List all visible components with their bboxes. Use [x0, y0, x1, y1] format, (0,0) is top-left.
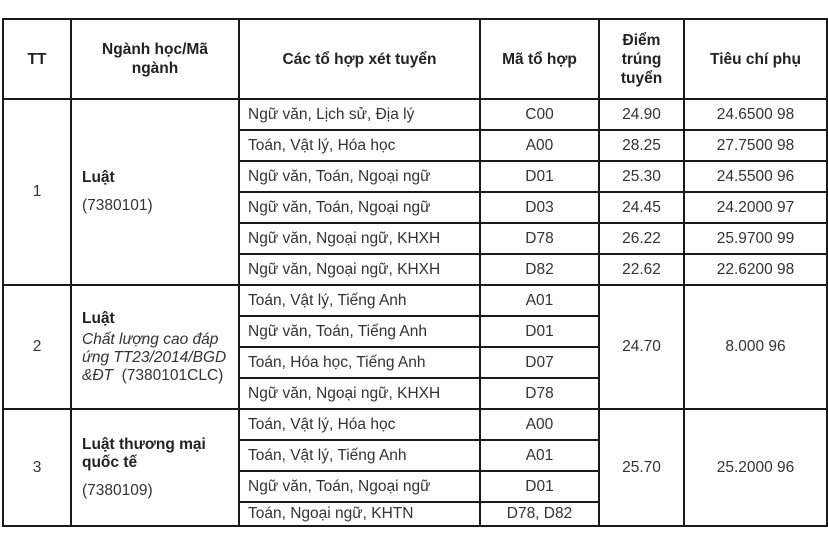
major-name: Luật thương mại quốc tế	[82, 435, 206, 471]
cutoff-score: 28.25	[599, 130, 684, 161]
header-tohop: Các tổ hợp xét tuyển	[239, 19, 480, 99]
sub-criteria: 25.2000 96	[684, 409, 827, 526]
table-row	[3, 99, 827, 130]
cutoff-score: 25.30	[599, 161, 684, 192]
combo-subjects: Ngữ văn, Toán, Ngoại ngữ	[239, 471, 480, 502]
cutoff-score: 24.90	[599, 99, 684, 130]
combo-subjects: Ngữ văn, Toán, Ngoại ngữ	[239, 161, 480, 192]
row-tt: 2	[3, 285, 71, 409]
header-tieuchi: Tiêu chí phụ	[684, 19, 827, 99]
sub-criteria: 24.6500 98	[684, 99, 827, 130]
combo-code: A01	[480, 285, 599, 316]
table-row	[3, 285, 827, 316]
combo-subjects: Ngữ văn, Toán, Ngoại ngữ	[239, 192, 480, 223]
combo-subjects: Ngữ văn, Ngoại ngữ, KHXH	[239, 223, 480, 254]
combo-subjects: Ngữ văn, Ngoại ngữ, KHXH	[239, 254, 480, 285]
sub-criteria: 22.6200 98	[684, 254, 827, 285]
combo-subjects: Ngữ văn, Ngoại ngữ, KHXH	[239, 378, 480, 409]
combo-subjects: Toán, Ngoại ngữ, KHTN	[239, 502, 480, 526]
sub-criteria: 24.2000 97	[684, 192, 827, 223]
combo-code: A00	[480, 130, 599, 161]
major-note	[82, 331, 230, 385]
combo-code: D01	[480, 471, 599, 502]
cutoff-score: 22.62	[599, 254, 684, 285]
admission-score-table	[2, 18, 828, 527]
combo-code: D78	[480, 378, 599, 409]
combo-subjects: Ngữ văn, Lịch sử, Địa lý	[239, 99, 480, 130]
header-tt: TT	[3, 19, 71, 99]
major-code: (7380101CLC)	[121, 366, 224, 384]
header-row	[3, 19, 827, 99]
combo-code: D82	[480, 254, 599, 285]
combo-subjects: Toán, Hóa học, Tiếng Anh	[239, 347, 480, 378]
cutoff-score: 26.22	[599, 223, 684, 254]
sub-criteria: 24.5500 96	[684, 161, 827, 192]
combo-subjects: Toán, Vật lý, Tiếng Anh	[239, 285, 480, 316]
combo-code: D78, D82	[480, 502, 599, 526]
major-name: Luật	[82, 309, 115, 327]
major-code: (7380109)	[82, 481, 153, 499]
major-code: (7380101)	[82, 197, 153, 214]
combo-subjects: Toán, Vật lý, Tiếng Anh	[239, 440, 480, 471]
combo-subjects: Toán, Vật lý, Hóa học	[239, 130, 480, 161]
combo-code: D03	[480, 192, 599, 223]
major-name: Luật	[82, 169, 115, 186]
cutoff-score: 25.70	[599, 409, 684, 526]
combo-code: D07	[480, 347, 599, 378]
header-ma: Mã tổ hợp	[480, 19, 599, 99]
header-diem: Điểm trúng tuyển	[599, 19, 684, 99]
sub-criteria: 27.7500 98	[684, 130, 827, 161]
combo-subjects: Toán, Vật lý, Hóa học	[239, 409, 480, 440]
table-row	[3, 409, 827, 440]
sub-criteria: 25.9700 99	[684, 223, 827, 254]
major-cell	[71, 99, 239, 285]
cutoff-score: 24.45	[599, 192, 684, 223]
sub-criteria: 8.000 96	[684, 285, 827, 409]
combo-code: D01	[480, 316, 599, 347]
major-cell	[71, 409, 239, 526]
combo-subjects: Ngữ văn, Toán, Tiếng Anh	[239, 316, 480, 347]
row-tt: 1	[3, 99, 71, 285]
combo-code: D78	[480, 223, 599, 254]
combo-code: A01	[480, 440, 599, 471]
combo-code: C00	[480, 99, 599, 130]
combo-code: A00	[480, 409, 599, 440]
row-tt: 3	[3, 409, 71, 526]
header-nganh: Ngành học/Mã ngành	[71, 19, 239, 99]
major-note-text: Chất lượng cao đáp ứng TT23/2014/BGD &ĐT	[82, 330, 227, 384]
major-cell	[71, 285, 239, 409]
combo-code: D01	[480, 161, 599, 192]
cutoff-score: 24.70	[599, 285, 684, 409]
